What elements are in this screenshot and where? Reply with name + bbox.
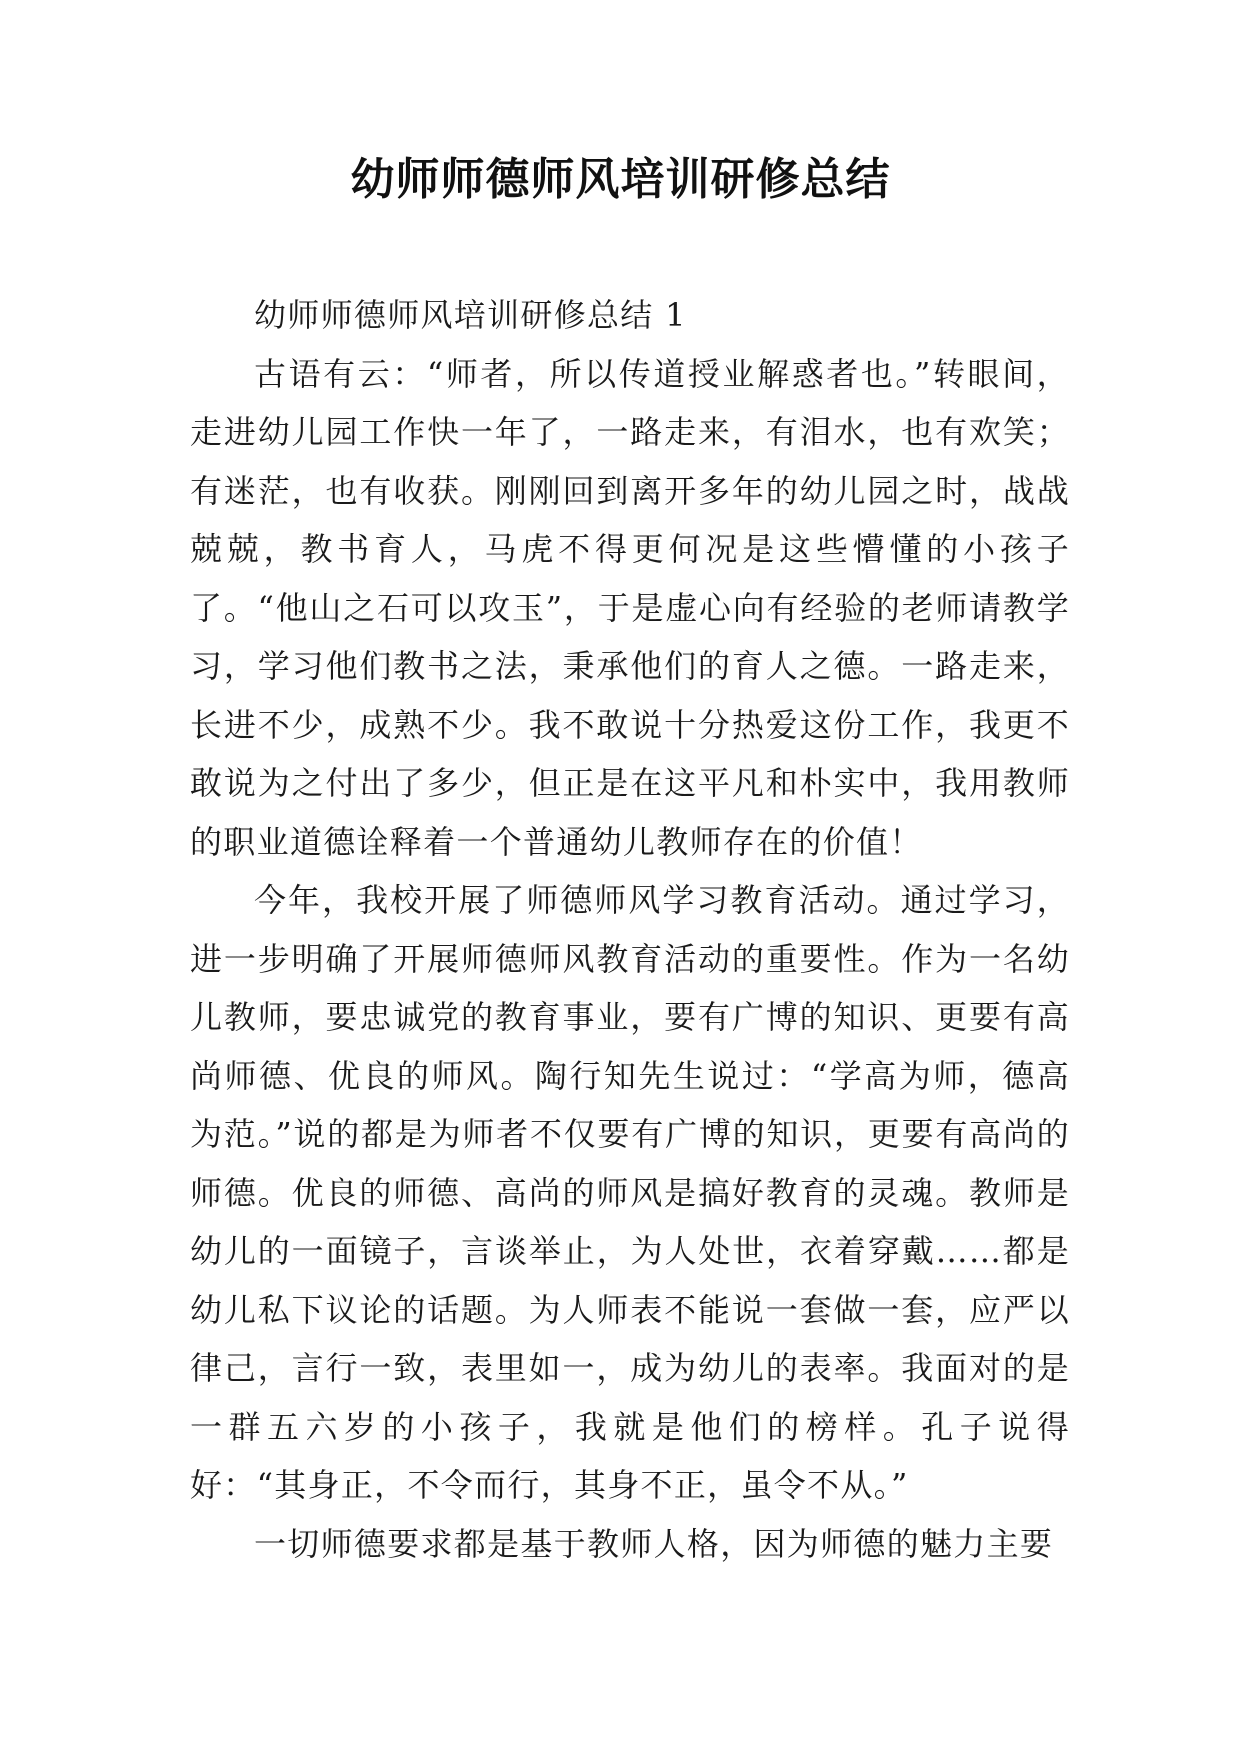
document-title: 幼师师德师风培训研修总结 — [350, 154, 891, 205]
paragraph-2: 今年，我校开展了师德师风学习教育活动。通过学习，进一步明确了开展师德师风教育活动的重要性。作为一名幼儿教师，要忠诚党的教育事业，要有广博的知识、更要有高尚师德、优良的师风。陶行知先生说过：“学高为师，德高为范。”说的都是为师者不仅要有广博的知识，更要有高尚的师德。优良的师德、高尚的师风是搞好教育的灵魂。教师是幼儿的一面镜子，言谈举止，为人处世，衣着穿戴……都是幼儿私下议论的话题。为人师表不能说一套做一套，应严以律己，言行一致，表里如一，成为幼儿的表率。我面对的是一群五六岁的小孩子，我就是他们的榜样。孔子说得好：“其身正，不令而行，其身不正，虽令不从。” — [190, 881, 1070, 1504]
paragraph-subtitle: 幼师师德师风培训研修总结 1 — [254, 296, 687, 334]
paragraph-1: 古语有云：“师者，所以传道授业解惑者也。”转眼间，走进幼儿园工作快一年了，一路走来，有泪水，也有欢笑；有迷茫，也有收获。刚刚回到离开多年的幼儿园之时，战战兢兢，教书育人，马虎不得更何况是这些懵懂的小孩子了。“他山之石可以攻玉”，于是虚心向有经验的老师请教学习，学习他们教书之法，秉承他们的育人之德。一路走来，长进不少，成熟不少。我不敢说十分热爱这份工作，我更不敢说为之付出了多少，但正是在这平凡和朴实中，我用教师的职业道德诠释着一个普通幼儿教师存在的价值！ — [190, 354, 1070, 861]
document-body — [190, 286, 1070, 1573]
paragraph-3: 一切师德要求都是基于教师人格，因为师德的魅力主要 — [254, 1524, 1054, 1563]
